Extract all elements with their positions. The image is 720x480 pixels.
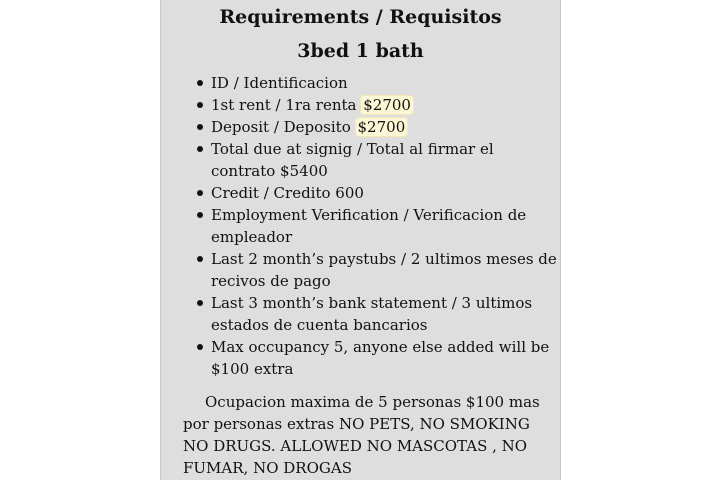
list-item-text: Credit / Credito 600 — [211, 184, 364, 202]
list-item-text: Last 2 month’s paystubs / 2 ultimos meses de recivos de pago — [211, 250, 557, 290]
requirements-list — [197, 72, 557, 380]
document-subtitle: 3bed 1 bath — [297, 40, 424, 62]
list-item-deposit — [197, 116, 557, 138]
list-item-id — [197, 72, 557, 94]
list-item-text: Last 3 month’s bank statement / 3 ultimos estados de cuenta bancarios — [211, 294, 533, 334]
list-item-text: ID / Identificacion — [211, 74, 348, 92]
list-item-occupancy — [197, 336, 557, 380]
list-item-paystubs — [197, 248, 557, 292]
first-rent-amount: $2700 — [363, 96, 411, 114]
document-title: Requirements / Requisitos — [219, 6, 502, 28]
document-page — [160, 0, 561, 480]
list-item-employment — [197, 204, 557, 248]
list-item-text: Deposit / Deposito — [211, 118, 356, 136]
list-item-first-rent — [197, 94, 557, 116]
list-item-total-due — [197, 138, 557, 182]
deposit-amount: $2700 — [357, 118, 406, 136]
list-item-text: Max occupancy 5, anyone else added will be $100 extra — [211, 338, 550, 378]
list-item-text: Total due at signig / Total al firmar el contrato $5400 — [211, 140, 494, 180]
list-item-credit — [197, 182, 557, 204]
occupancy-note: Ocupacion maxima de 5 personas $100 mas por personas extras NO PETS, NO SMOKING NO DRUGS. ALLOWED NO MASCOTAS , NO FUMAR, NO DROGAS — [183, 393, 540, 477]
list-item-text: Employment Verification / Verificacion de empleador — [211, 206, 527, 246]
list-item-bank-statement — [197, 292, 557, 336]
list-item-text: 1st rent / 1ra renta — [211, 96, 362, 114]
